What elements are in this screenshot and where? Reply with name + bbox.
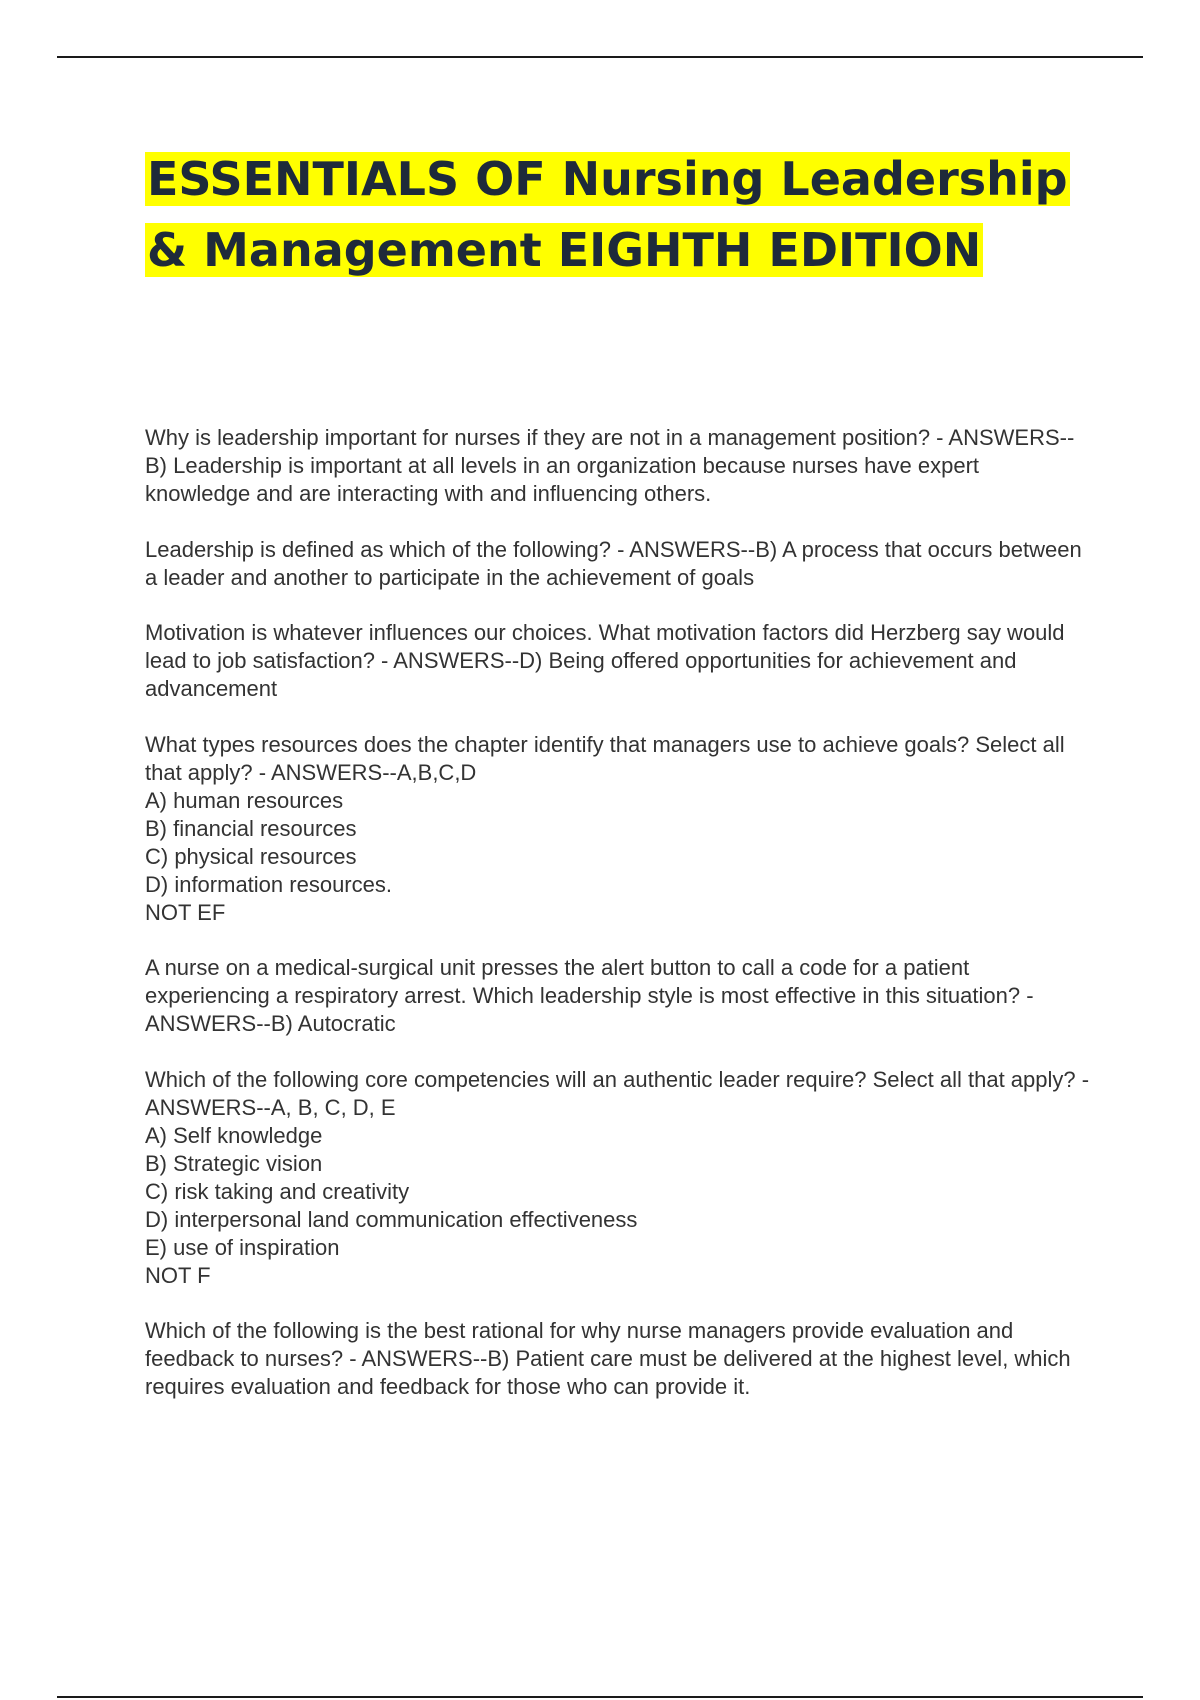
qa-item [145, 954, 1090, 1038]
qa-text: Motivation is whatever influences our choices. What motivation factors did Herzberg say would lead to job satisfaction? - ANSWERS--D) Being offered opportunities for achievement and advancement [145, 620, 1065, 701]
answer-option: B) Strategic vision [145, 1150, 323, 1176]
answer-option: B) financial resources [145, 815, 357, 841]
qa-item [145, 424, 1090, 508]
answer-option: E) use of inspiration [145, 1234, 340, 1260]
qa-item [145, 536, 1090, 592]
qa-item [145, 1317, 1090, 1401]
title-highlight: ESSENTIALS OF Nursing Leadership & Management EIGHTH EDITION [147, 152, 1068, 277]
qa-item [145, 1066, 1090, 1290]
qa-item [145, 619, 1090, 703]
answer-option: A) human resources [145, 787, 344, 813]
document-title [145, 144, 1075, 286]
qa-text: Which of the following core competencies will an authentic leader require? Select all that apply? - ANSWERS--A, B, C, D, E [145, 1066, 1090, 1120]
qa-item [145, 731, 1090, 927]
answer-option: C) physical resources [145, 843, 357, 869]
document-body [145, 424, 1090, 1429]
qa-text: A nurse on a medical-surgical unit presses the alert button to call a code for a patient experiencing a respiratory arrest. Which leadership style is most effective in this situation? - ANSWERS--B) Autocratic [145, 955, 1034, 1036]
answer-option: D) information resources. [145, 871, 392, 897]
answer-option: A) Self knowledge [145, 1122, 323, 1148]
qa-text: What types resources does the chapter identify that managers use to achieve goals? Select all that apply? - ANSWERS--A,B,C,D [145, 731, 1065, 785]
bottom-rule [57, 1696, 1143, 1698]
qa-text: Which of the following is the best rational for why nurse managers provide evaluation and feedback to nurses? - ANSWERS--B) Patient care must be delivered at the highest level, which requires evaluation and feedback for those who can provide it. [145, 1318, 1071, 1399]
answer-option: D) interpersonal land communication effectiveness [145, 1206, 638, 1232]
answer-note: NOT F [145, 1262, 211, 1288]
qa-text: Why is leadership important for nurses if they are not in a management position? - ANSWERS--B) Leadership is important at all levels in an organization because nurses have expert knowledge and are interacting with and influencing others. [145, 425, 1075, 506]
qa-text: Leadership is defined as which of the following? - ANSWERS--B) A process that occurs between a leader and another to participate in the achievement of goals [145, 536, 1082, 590]
answer-note: NOT EF [145, 899, 226, 925]
answer-option: C) risk taking and creativity [145, 1178, 410, 1204]
top-rule [57, 56, 1143, 58]
